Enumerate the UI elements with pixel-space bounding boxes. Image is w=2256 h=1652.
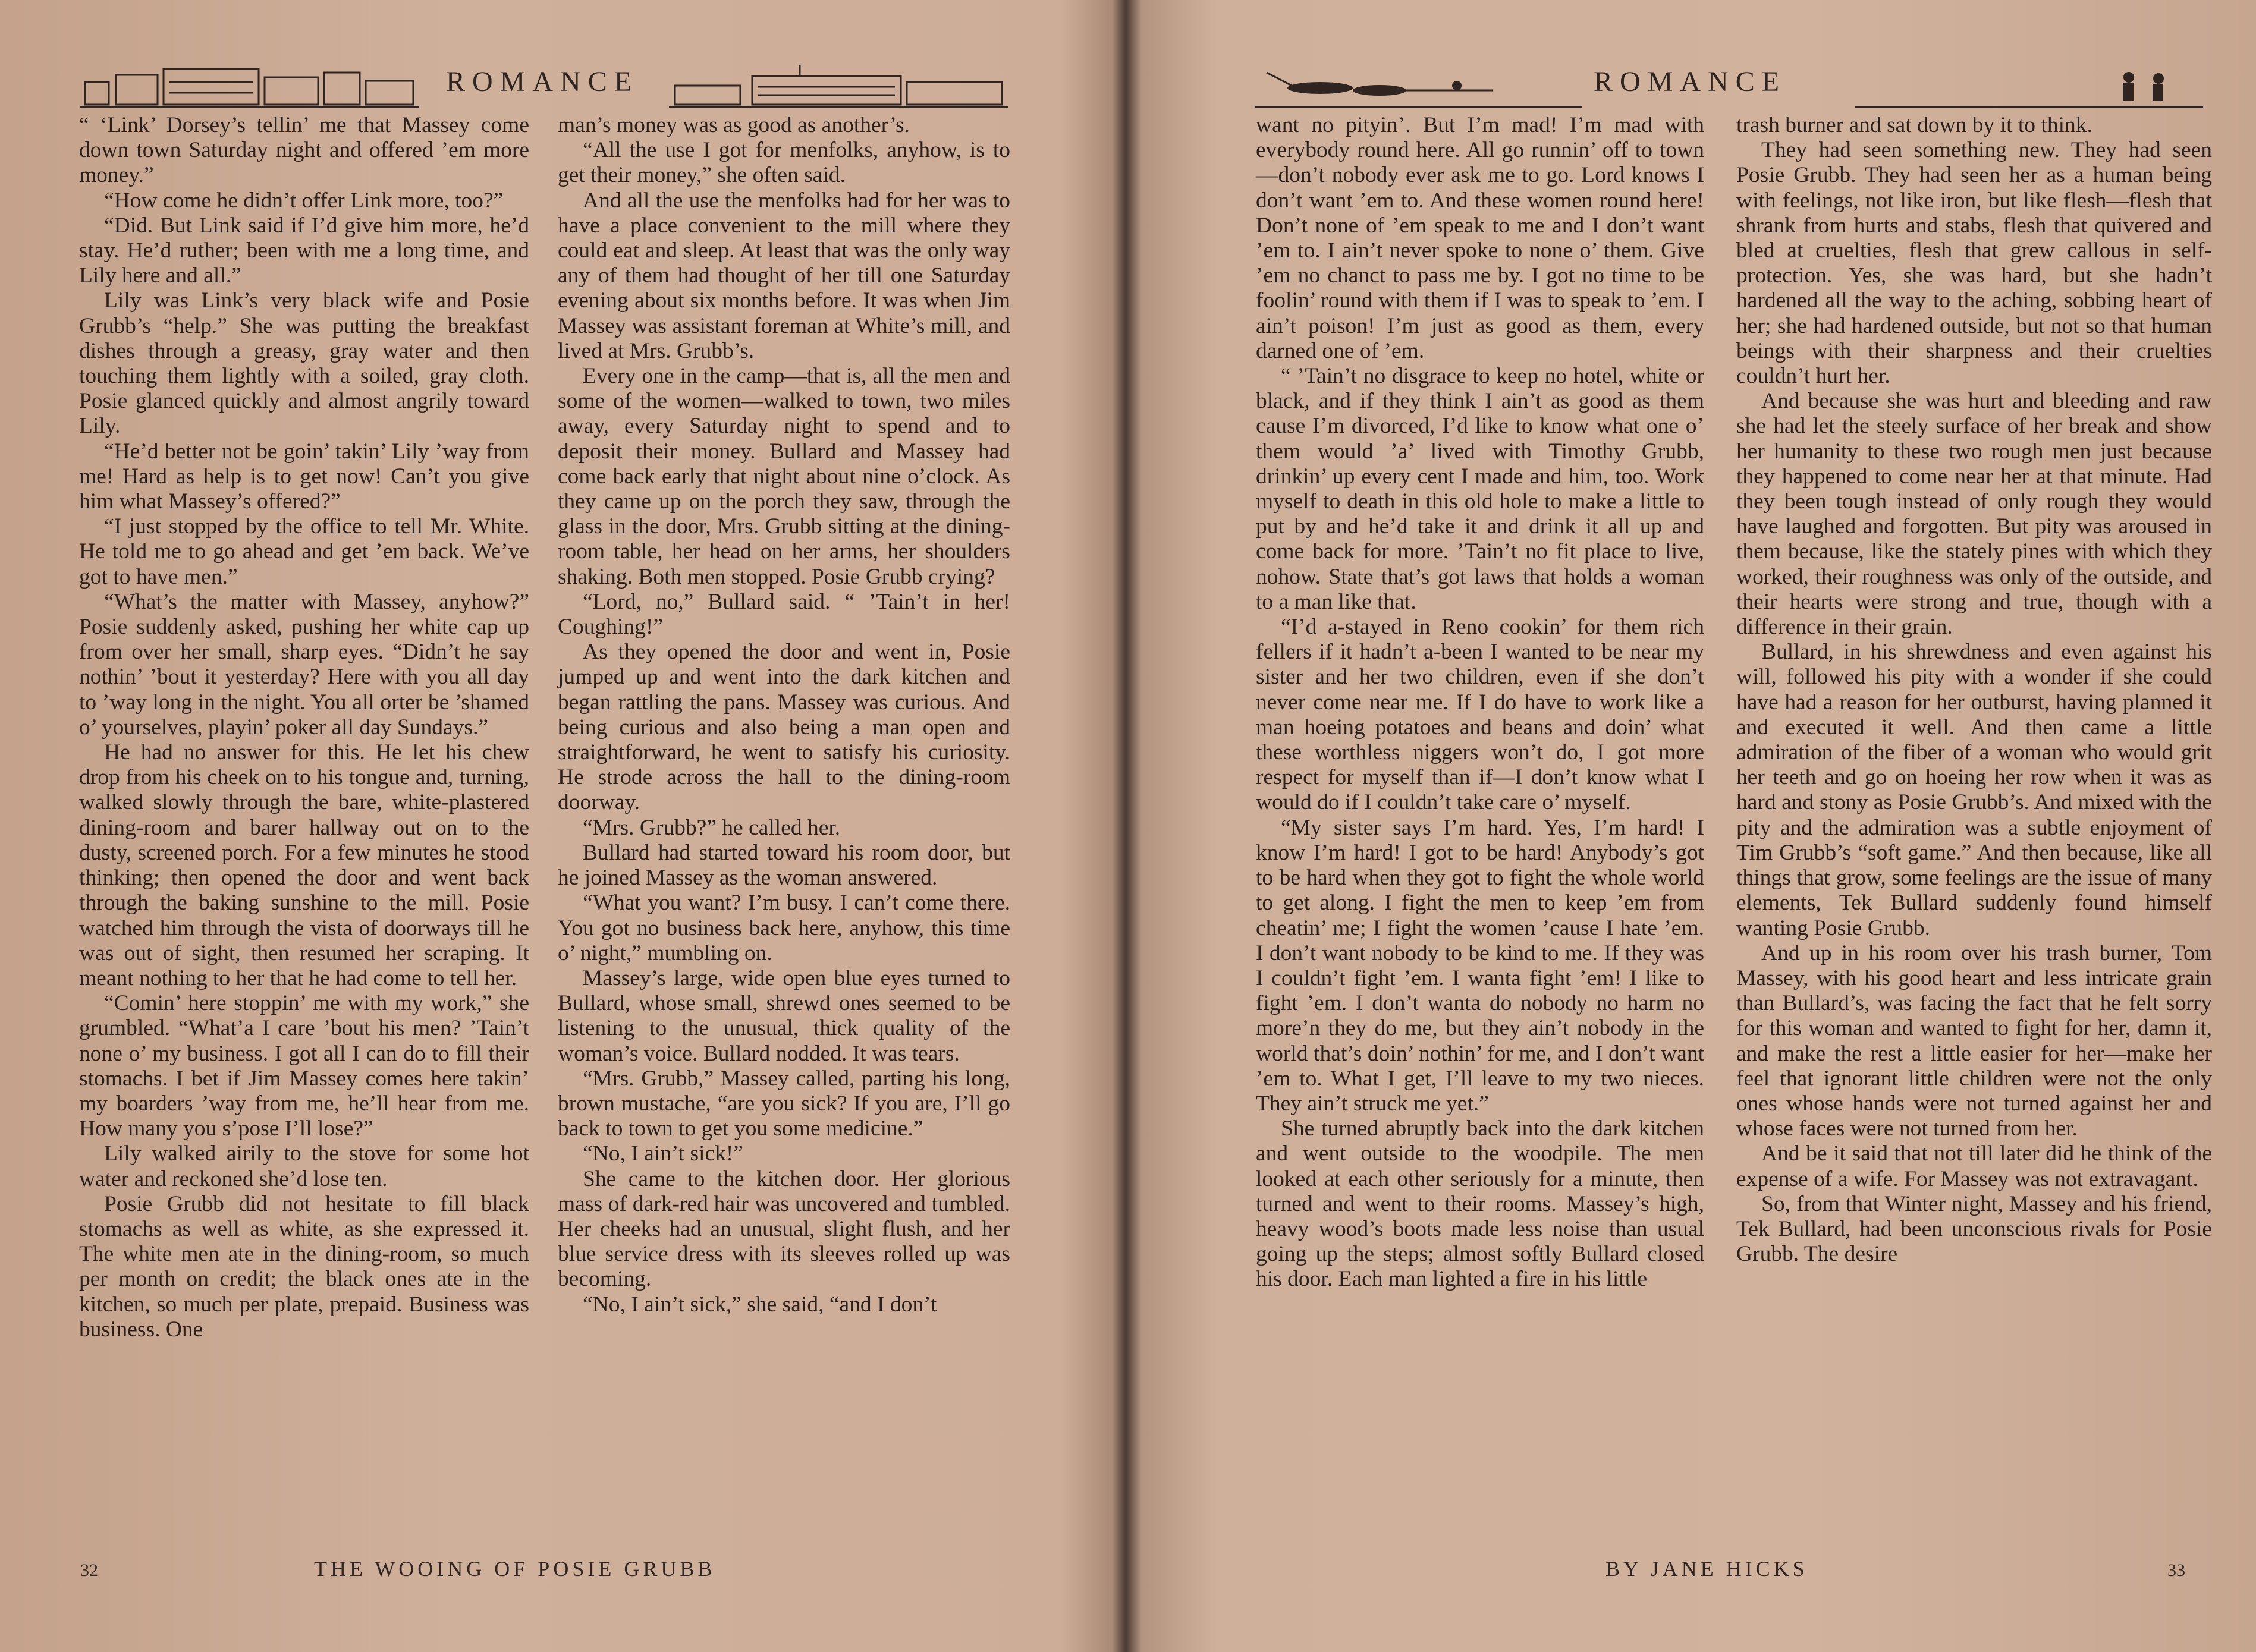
paragraph: Massey’s large, wide open blue eyes turned to Bullard, whose small, shrewd ones seemed to be listening to the unusual, thick quality of the woman’s voice. Bullard nodded. It was tears. [558, 965, 1010, 1066]
paragraph: Lily walked airily to the stove for some hot water and reckoned she’d lose ten. [79, 1141, 529, 1191]
paragraph: “I’d a-stayed in Reno cookin’ for them rich fellers if it hadn’t a-been I wanted to be near my sister and her two children, even if she don’t never come near me. If I do have to work like a man hoeing potatoes and beans and doin’ what these worthless niggers won’t do, I got more respect for myself than if—I don’t know what I would do if I couldn’t take care o’ myself. [1256, 615, 1704, 815]
header-illustration-town [80, 64, 419, 108]
paragraph: “Lord, no,” Bullard said. “ ’Tain’t in her! Coughing!” [558, 589, 1010, 640]
running-head-left [80, 59, 1008, 113]
paragraph: As they opened the door and went in, Posie jumped up and went into the dark kitchen and began rattling the pans. Massey was curious. And being curious and also being a man open and straightforward, he went to satisfy his curiosity. He strode across the hall to the dining-room doorway. [558, 640, 1010, 815]
page-number-left: 32 [80, 1560, 98, 1580]
paragraph: want no pityin’. But I’m mad! I’m mad with everybody round here. All go runnin’ off to town—don’t nobody ever ask me to go. Lord knows I don’t want ’em to. And these women round here! Don’t none of ’em speak to me and I don’t want ’em to. I ain’t never spoke to none o’ them. Give ’em no chanct to pass me by. I got no time to be foolin’ round with them if I was to speak to ’em. I ain’t poison! I’m just as good as them, every darned one of ’em. [1256, 113, 1704, 363]
right-page-column-2 [1736, 113, 2212, 1267]
paragraph: Bullard had started toward his room door, but he joined Massey as the woman answered. [558, 840, 1010, 890]
paragraph: She turned abruptly back into the dark kitchen and went outside to the woodpile. The men looked at each other seriously for a minute, then turned and went to their rooms. Massey’s high, heavy wood’s boots made less noise than usual going up the steps; almost softly Bullard closed his door. Each man lighted a fire in his little [1256, 1116, 1704, 1292]
paragraph: “Did. But Link said if I’d give him more, he’d stay. He’d ruther; been with me a long time, and Lily here and all.” [79, 213, 529, 288]
paragraph: And because she was hurt and bleeding and raw she had let the steely surface of her break and show her humanity to these two rough men just because they happened to come near her at that minute. Had they been tough instead of only rough they would have laughed and forgotten. But pity was aroused in them because, like the stately pines with which they worked, their roughness was only of the outside, and their hearts were strong and true, though with a difference in their grain. [1736, 389, 2212, 640]
left-page [0, 0, 1106, 1652]
paragraph: man’s money was as good as another’s. [558, 113, 910, 137]
paragraph: He had no answer for this. He let his chew drop from his cheek on to his tongue and, turning, walked slowly through the bare, white-plastered dining-room and barer hallway out on to the dusty, screened porch. For a few minutes he stood thinking; then opened the door and went back through the baking sunshine to the mill. Posie watched him through the vista of doorways till he was out of sight, then resumed her scraping. It meant nothing to her that he had come to tell her. [79, 740, 529, 990]
paragraph: So, from that Winter night, Massey and his friend, Tek Bullard, had been unconscious rivals for Posie Grubb. The desire [1736, 1191, 2212, 1267]
paragraph: Every one in the camp—that is, all the men and some of the women—walked to town, two miles away, every Saturday night to spend and to deposit their money. Bullard and Massey had come back early that night about nine o’clock. As they came up on the porch they saw, through the glass in the door, Mrs. Grubb sitting at the dining-room table, her head on her arms, her shoulders shaking. Both men stopped. Posie Grubb crying? [558, 364, 1010, 589]
paragraph: And up in his room over his trash burner, Tom Massey, with his good heart and less intricate grain than Bullard’s, was facing the fact that he felt sorry for this woman and wanted to fight for her, damn it, and make the rest a little easier for her—make her feel that ignorant little children were not the only ones whose hands were not turned against her and whose faces were not turned from her. [1736, 940, 2212, 1141]
paragraph: Bullard, in his shrewdness and even against his will, followed his pity with a wonder if she could have had a reason for her outburst, having planned it and executed it well. And then came a little admiration of the fiber of a woman who would grit her teeth and go on hoeing her row when it was as hard and stony as Posie Grubb’s. And mixed with the pity and the admiration was a subtle enjoyment of Tim Grubb’s “soft game.” And then because, like all things that grow, some feelings are the issue of many elements, Tek Bullard suddenly found himself wanting Posie Grubb. [1736, 640, 2212, 940]
running-head-title: ROMANCE [1594, 66, 1787, 97]
paragraph: “My sister says I’m hard. Yes, I’m hard! I know I’m hard! I got to be hard! Anybody’s got to be hard when they got to fight the whole world to get along. I fight the men to keep ’em from cheatin’ me; I fight the women ’cause I hate ’em. I don’t want nobody to be kind to me. If they was I couldn’t fight ’em. I wanta fight ’em! I like to fight ’em. I don’t wanta do nobody no harm no more’n they do me, but they ain’t nobody in the world that’s doin’ nothin’ for me, and I don’t want ’em to. What I get, I’ll leave to my two nieces. They ain’t struck me yet.” [1256, 815, 1704, 1116]
running-head-title: ROMANCE [446, 66, 639, 97]
paragraph: And be it said that not till later did he think of the expense of a wife. For Massey was not extravagant. [1736, 1141, 2212, 1191]
paragraph: “No, I ain’t sick,” she said, “and I don’t [583, 1292, 937, 1317]
paragraph: And all the use the menfolks had for her was to have a place convenient to the mill where they could eat and sleep. At least that was the only way any of them had thought of her till one Saturday evening about six months before. It was when Jim Massey was assistant foreman at White’s mill, and lived at Mrs. Grubb’s. [558, 188, 1010, 363]
paragraph: “Comin’ here stoppin’ me with my work,” she grumbled. “What’a I care ’bout his men? ’Tain’t none o’ my business. I got all I can do to fill their stomachs. I bet if Jim Massey comes here takin’ my boarders ’way from me, he’ll hear from me. How many you s’pose I’ll lose?” [79, 991, 529, 1141]
paragraph: “Mrs. Grubb,” Massey called, parting his long, brown mustache, “are you sick? If you are, I’ll go back to town to get you some medicine.” [558, 1066, 1010, 1141]
left-page-column-1 [79, 113, 529, 1342]
running-head-right [1255, 59, 2206, 113]
paragraph: “Mrs. Grubb?” he called her. [583, 815, 841, 840]
header-illustration-workers [1855, 64, 2203, 108]
left-page-column-2 [558, 113, 1010, 1317]
paragraph: They had seen something new. They had seen Posie Grubb. They had seen her as a human being with feelings, not like iron, but like flesh—flesh that shrank from hurts and stabs, flesh that quivered and bled at cruelties, flesh that grew callous in self-protection. Yes, she was hard, but she hadn’t hardened all the way to the aching, sobbing heart of her; she had hardened outside, but not so that human beings with their sharpness and their cruelties couldn’t hurt her. [1736, 138, 2212, 389]
paragraph: “He’d better not be goin’ takin’ Lily ’way from me! Hard as help is to get now! Can’t you give him what Massey’s offered?” [79, 439, 529, 514]
header-illustration-figures [1255, 64, 1582, 108]
author-byline-footer: BY JANE HICKS [1605, 1557, 1808, 1581]
paragraph: “How come he didn’t offer Link more, too?” [104, 188, 504, 213]
paragraph: “No, I ain’t sick!” [583, 1141, 744, 1166]
paragraph: “What’s the matter with Massey, anyhow?” Posie suddenly asked, pushing her white cap up from over her small, sharp eyes. “Didn’t he say nothin’ ’bout it yesterday? Here with you all day to ’way long in the night. You all orter be ’shamed o’ yourselves, playin’ poker all day Sundays.” [79, 589, 529, 740]
paragraph: “I just stopped by the office to tell Mr. White. He told me to go ahead and get ’em back. We’ve got to have men.” [79, 514, 529, 589]
paragraph: Lily was Link’s very black wife and Posie Grubb’s “help.” She was putting the breakfast dishes through a greasy, gray water and then touching them lightly with a soiled, gray cloth. Posie glanced quickly and almost angrily toward Lily. [79, 288, 529, 439]
right-page [1118, 0, 2256, 1652]
right-page-column-1 [1256, 113, 1704, 1292]
paragraph: trash burner and sat down by it to think. [1736, 113, 2092, 137]
paragraph: “All the use I got for menfolks, anyhow, is to get their money,” she often said. [558, 138, 1010, 188]
story-title-footer: THE WOOING OF POSIE GRUBB [314, 1557, 716, 1581]
header-illustration-mill [669, 64, 1008, 108]
paragraph: “ ’Tain’t no disgrace to keep no hotel, white or black, and if they think I ain’t as good as them cause I’m divorced, I’d like to know what one o’ them would ’a’ lived with Timothy Grubb, drinkin’ up every cent I made and him, too. Work myself to death in this old hole to make a little to put by and he’d take it and drink it all up and come back for more. ’Tain’t no fit place to live, nohow. State that’s got laws that holds a woman to a man like that. [1256, 364, 1704, 614]
paragraph: She came to the kitchen door. Her glorious mass of dark-red hair was uncovered and tumbled. Her cheeks had an unusual, slight flush, and her blue service dress with its sleeves rolled up was becoming. [558, 1166, 1010, 1292]
paragraph: “ ‘Link’ Dorsey’s tellin’ me that Massey come down town Saturday night and offered ’em more money.” [79, 113, 529, 188]
page-number-right: 33 [2167, 1560, 2185, 1580]
paragraph: Posie Grubb did not hesitate to fill black stomachs as well as white, as she expressed it. The white men ate in the dining-room, so much per month on credit; the black ones ate in the kitchen, so much per plate, prepaid. Business was business. One [79, 1191, 529, 1342]
paragraph: “What you want? I’m busy. I can’t come there. You got no business back here, anyhow, this time o’ night,” mumbling on. [558, 890, 1010, 965]
